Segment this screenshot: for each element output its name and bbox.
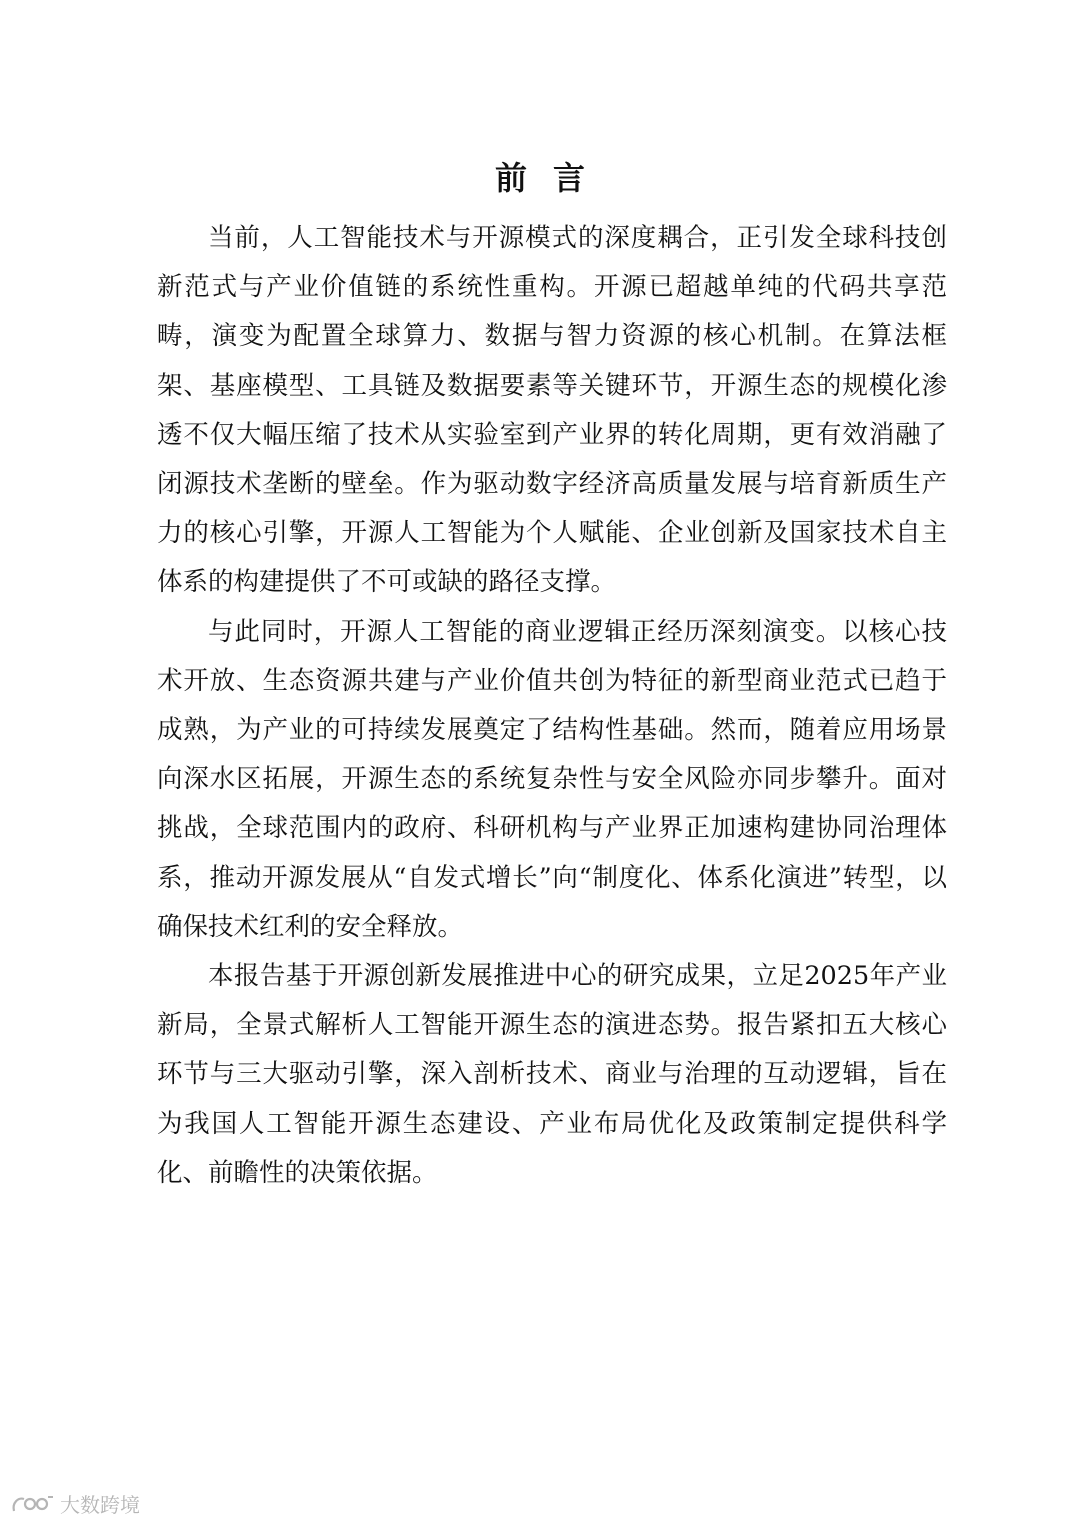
paragraph-1: 当前，人工智能技术与开源模式的深度耦合，正引发全球科技创新范式与产业价值链的系统性重构。开源已超越单纯的代码共享范畴，演变为配置全球算力、数据与智力资源的核心机制。在算法框架、基座模型、工具链及数据要素等关键环节，开源生态的规模化渗透不仅大幅压缩了技术从实验室到产业界的转化周期，更有效消融了闭源技术垄断的壁垒。作为驱动数字经济高质量发展与培育新质生产力的核心引擎，开源人工智能为个人赋能、企业创新及国家技术自主体系的构建提供了不可或缺的路径支撑。	[157, 223, 947, 598]
watermark	[10, 1489, 140, 1518]
paragraph-3: 本报告基于开源创新发展推进中心的研究成果，立足2025年产业新局，全景式解析人工智能开源生态的演进态势。报告紧扣五大核心环节与三大驱动引擎，深入剖析技术、商业与治理的互动逻辑，旨在为我国人工智能开源生态建设、产业布局优化及政策制定提供科学化、前瞻性的决策依据。	[157, 961, 947, 1188]
paragraph-2: 与此同时，开源人工智能的商业逻辑正经历深刻演变。以核心技术开放、生态资源共建与产业价值共创为特征的新型商业范式已趋于成熟，为产业的可持续发展奠定了结构性基础。然而，随着应用场景向深水区拓展，开源生态的系统复杂性与安全风险亦同步攀升。面对挑战，全球范围内的政府、科研机构与产业界正加速构建协同治理体系，推动开源发展从“自发式增长”向“制度化、体系化演进”转型，以确保技术红利的安全释放。	[157, 616, 947, 942]
document-body	[157, 214, 947, 1198]
page-title: 前言	[494, 159, 611, 197]
logo-icon	[10, 1493, 56, 1515]
watermark-text: 大数跨境	[60, 1493, 140, 1517]
